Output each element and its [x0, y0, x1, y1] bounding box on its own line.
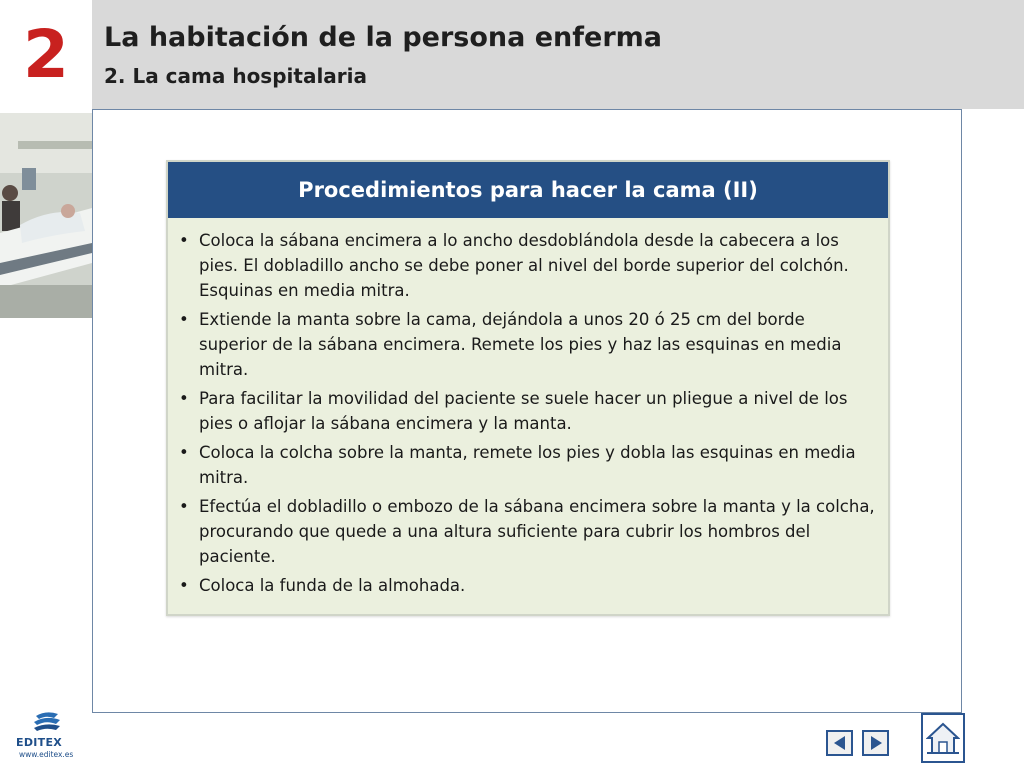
logo-url: www.editex.es [19, 750, 74, 759]
logo-name: EDITEX [16, 736, 63, 749]
card-body [174, 228, 876, 602]
card-title: Procedimientos para hacer la cama (II) [298, 178, 758, 202]
procedure-list [174, 228, 876, 598]
list-item: • Efectúa el dobladillo o embozo de la sábana encimera sobre la manta y la colcha, procurando que quede a una altura suficiente para cubrir los hombros del paciente. [174, 494, 876, 569]
home-button[interactable] [921, 713, 965, 763]
chapter-number: 2 [23, 16, 69, 93]
page-subtitle: 2. La cama hospitalaria [104, 64, 368, 88]
procedure-card [166, 160, 890, 616]
list-item: • Coloca la sábana encimera a lo ancho desdoblándola desde la cabecera a los pies. El dobladillo ancho se debe poner al nivel del borde superior del colchón. Esquinas en media mitra. [174, 228, 876, 303]
list-item: • Extiende la manta sobre la cama, dejándola a unos 20 ó 25 cm del borde superior de la sábana encimera. Remete los pies y haz las esquinas en media mitra. [174, 307, 876, 382]
list-item: • Para facilitar la movilidad del paciente se suele hacer un pliegue a nivel de los pies o aflojar la sábana encimera y la manta. [174, 386, 876, 436]
previous-button[interactable] [826, 730, 853, 756]
hospital-room-photo [0, 113, 92, 318]
page-title: La habitación de la persona enferma [104, 22, 662, 53]
list-item: • Coloca la colcha sobre la manta, remete los pies y dobla las esquinas en media mitra. [174, 440, 876, 490]
list-item: • Coloca la funda de la almohada. [174, 573, 876, 598]
home-icon [926, 720, 960, 756]
next-button[interactable] [862, 730, 889, 756]
prev-arrow-icon [831, 734, 849, 752]
header-bar [92, 0, 1024, 109]
next-arrow-icon [867, 734, 885, 752]
card-header [168, 162, 888, 218]
